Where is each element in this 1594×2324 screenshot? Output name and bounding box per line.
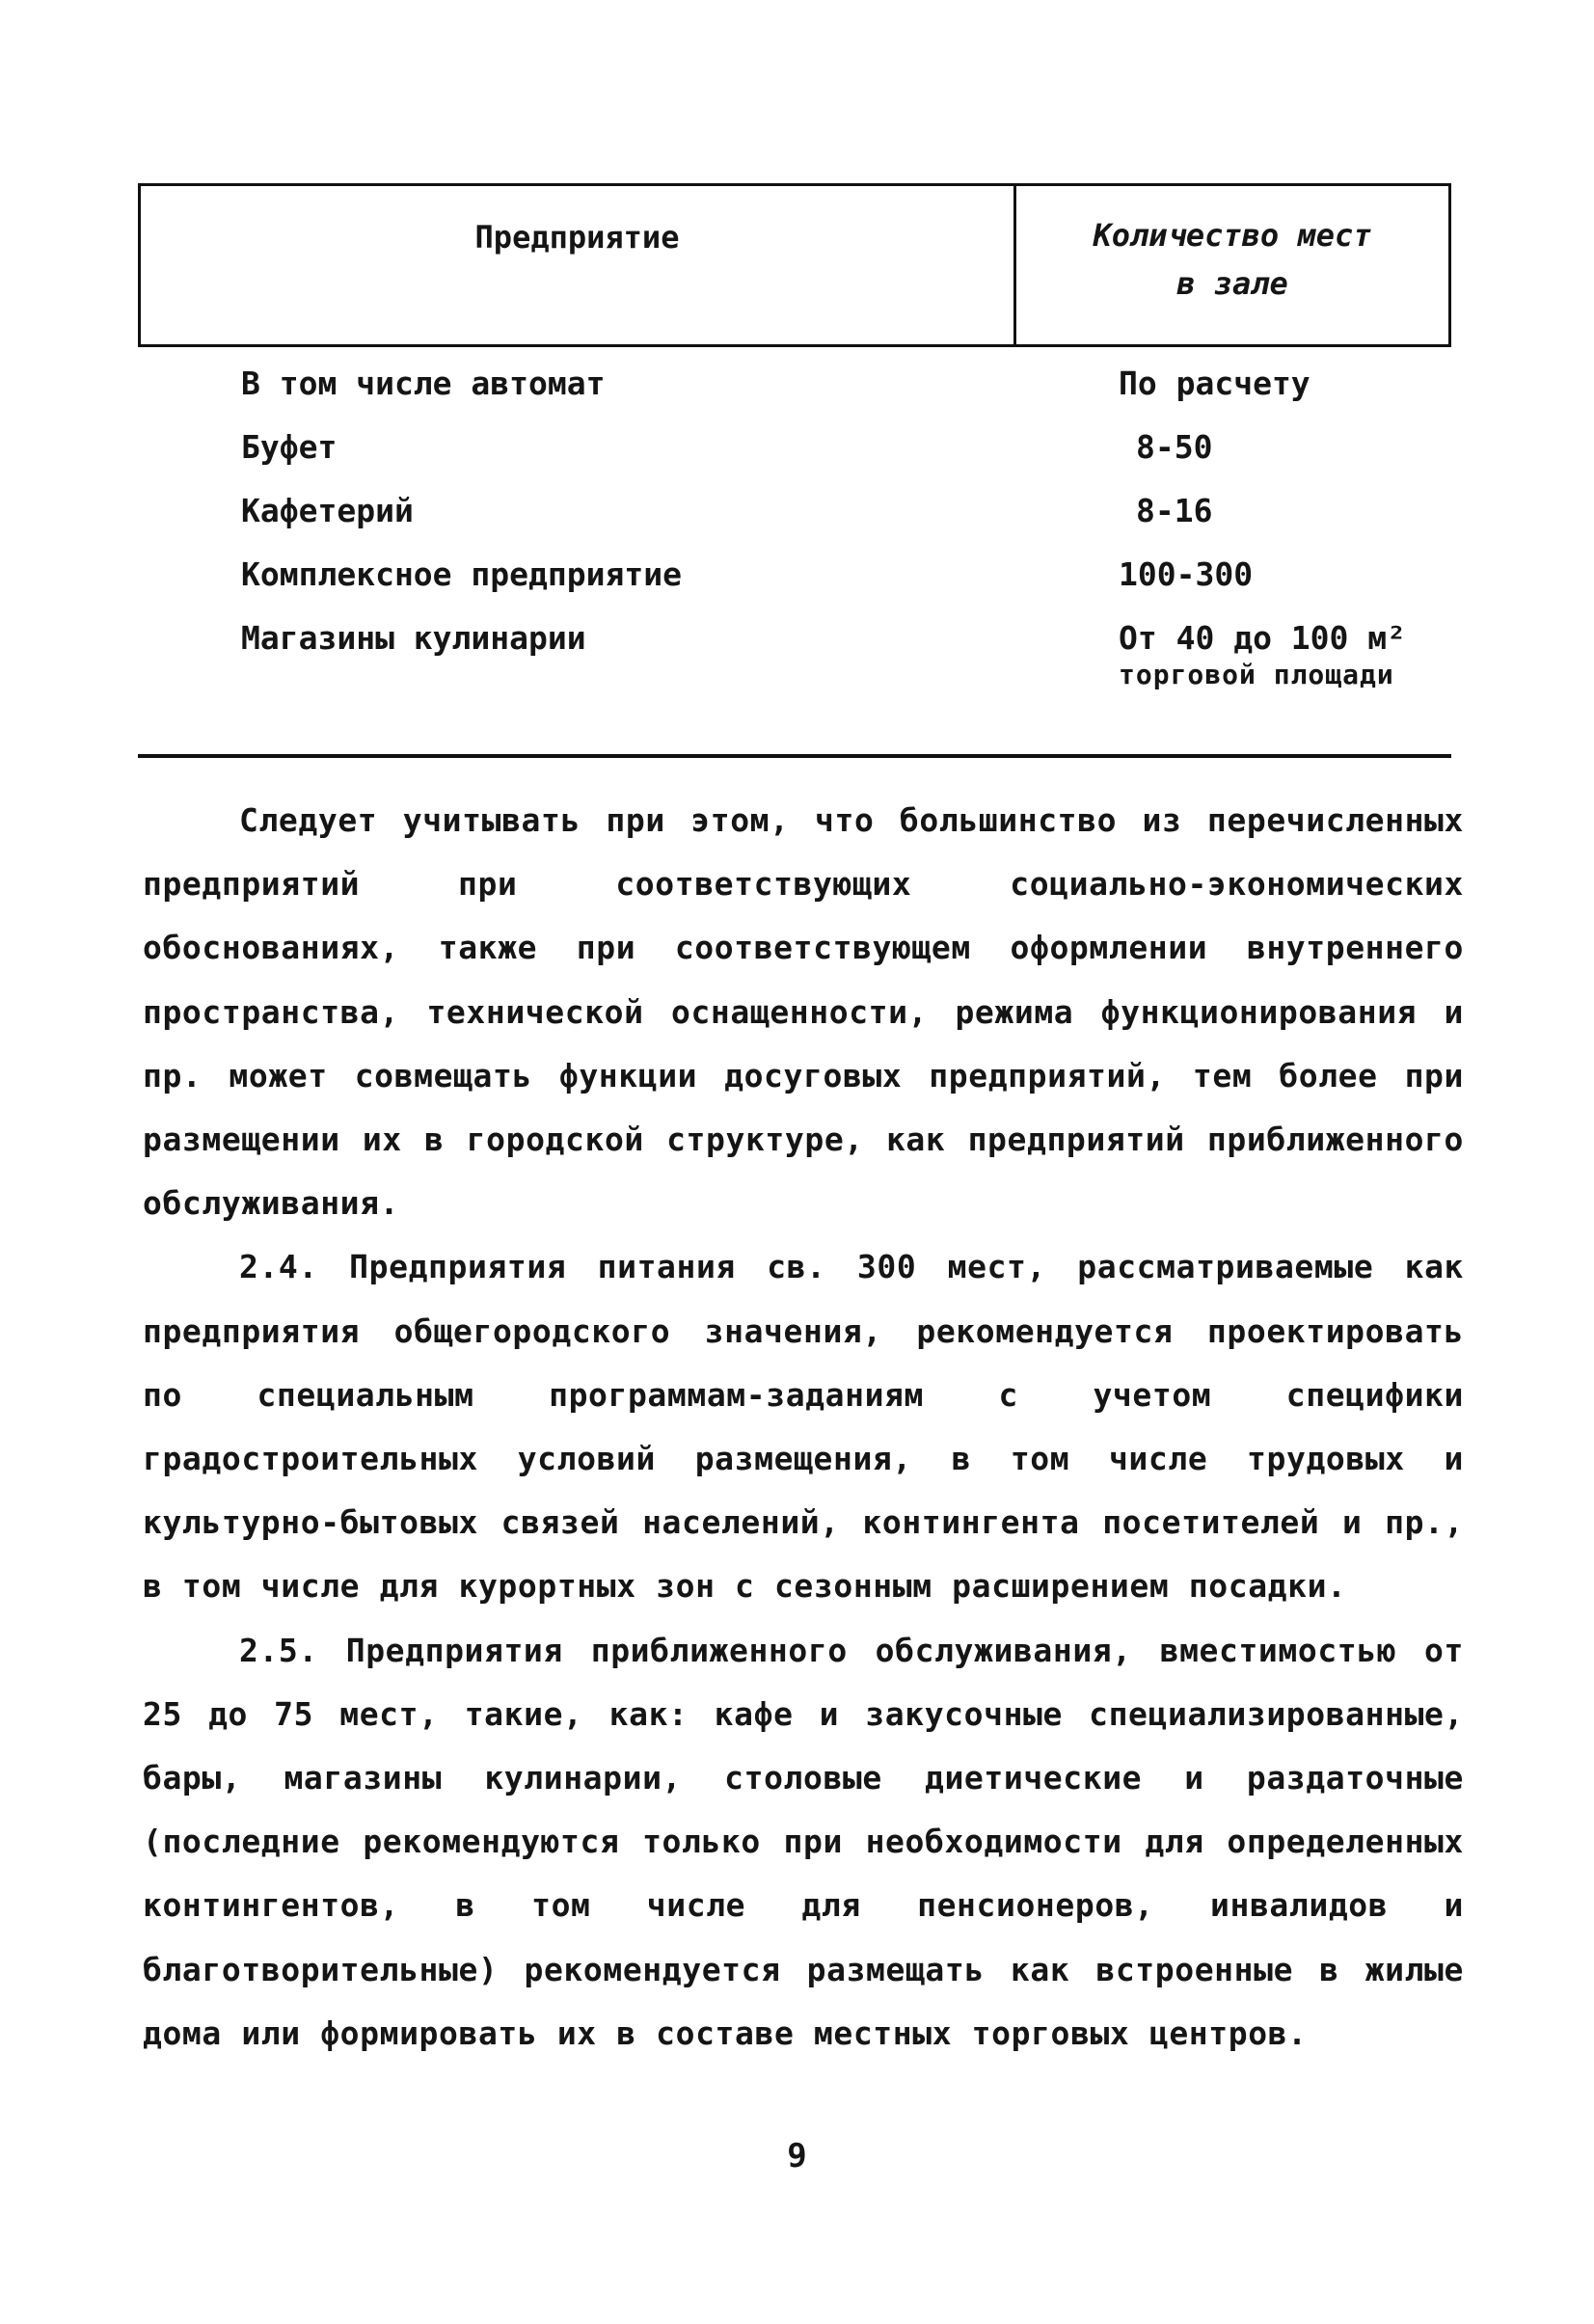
table-row (241, 365, 1456, 428)
header-seats-line1: Количество мест (1093, 217, 1372, 254)
table-row (241, 428, 1456, 492)
page-number: 9 (787, 2137, 807, 2175)
header-seats-line2: в зале (1176, 265, 1288, 302)
row-name: Комплексное предприятие (241, 555, 682, 593)
row-name: В том числе автомат (241, 365, 606, 402)
row-value-group (1119, 619, 1406, 690)
table-row (241, 619, 1456, 690)
header-enterprise (141, 186, 1016, 344)
header-enterprise-label: Предприятие (474, 219, 680, 256)
row-value: 100-300 (1119, 555, 1254, 593)
table-row (241, 555, 1456, 619)
row-name: Буфет (241, 428, 338, 466)
row-value: 8-16 (1136, 492, 1213, 529)
body-text (143, 789, 1464, 2066)
table-bottom-rule (138, 754, 1451, 758)
table-row (241, 492, 1456, 555)
table-body (241, 365, 1456, 690)
header-seats (1016, 186, 1448, 344)
row-name: Магазины кулинарии (241, 619, 586, 657)
paragraph: Следует учитывать при этом, что большинство из перечисленных предприятий при соответствующих социально-экономических обоснованиях, также при соответствующем оформлении внутреннего пространства, технической оснащенности, режима функционирования и пр. может совмещать функции досуговых предприятий, тем более при размещении их в городской структуре, как предприятий приближенного обслуживания. (143, 801, 1464, 1223)
row-value-sub: торговой площади (1119, 659, 1394, 690)
paragraph: 2.5. Предприятия приближенного обслуживания, вместимостью от 25 до 75 мест, такие, как: кафе и закусочные специализированные, бары, магазины кулинарии, столовые диетические и раздаточные (последние рекомендуются только при необходимости для определенных контингентов, в том числе для пенсионеров, инвалидов и благотворительные) рекомендуется размещать как встроенные в жилые дома или формировать их в составе местных торговых центров. (143, 1631, 1464, 2052)
paragraph: 2.4. Предприятия питания св. 300 мест, рассматриваемые как предприятия общегородского значения, рекомендуется проектировать по специальным программам-заданиям с учетом специфики градостроительных условий размещения, в том числе трудовых и культурно-бытовых связей населений, контингента посетителей и пр., в том числе для курортных зон с сезонным расширением посадки. (143, 1248, 1464, 1606)
row-value: По расчету (1119, 365, 1310, 402)
table-header (138, 183, 1451, 347)
row-value: 8-50 (1136, 428, 1213, 466)
row-value: От 40 до 100 м² (1119, 619, 1407, 657)
row-name: Кафетерий (241, 492, 414, 529)
